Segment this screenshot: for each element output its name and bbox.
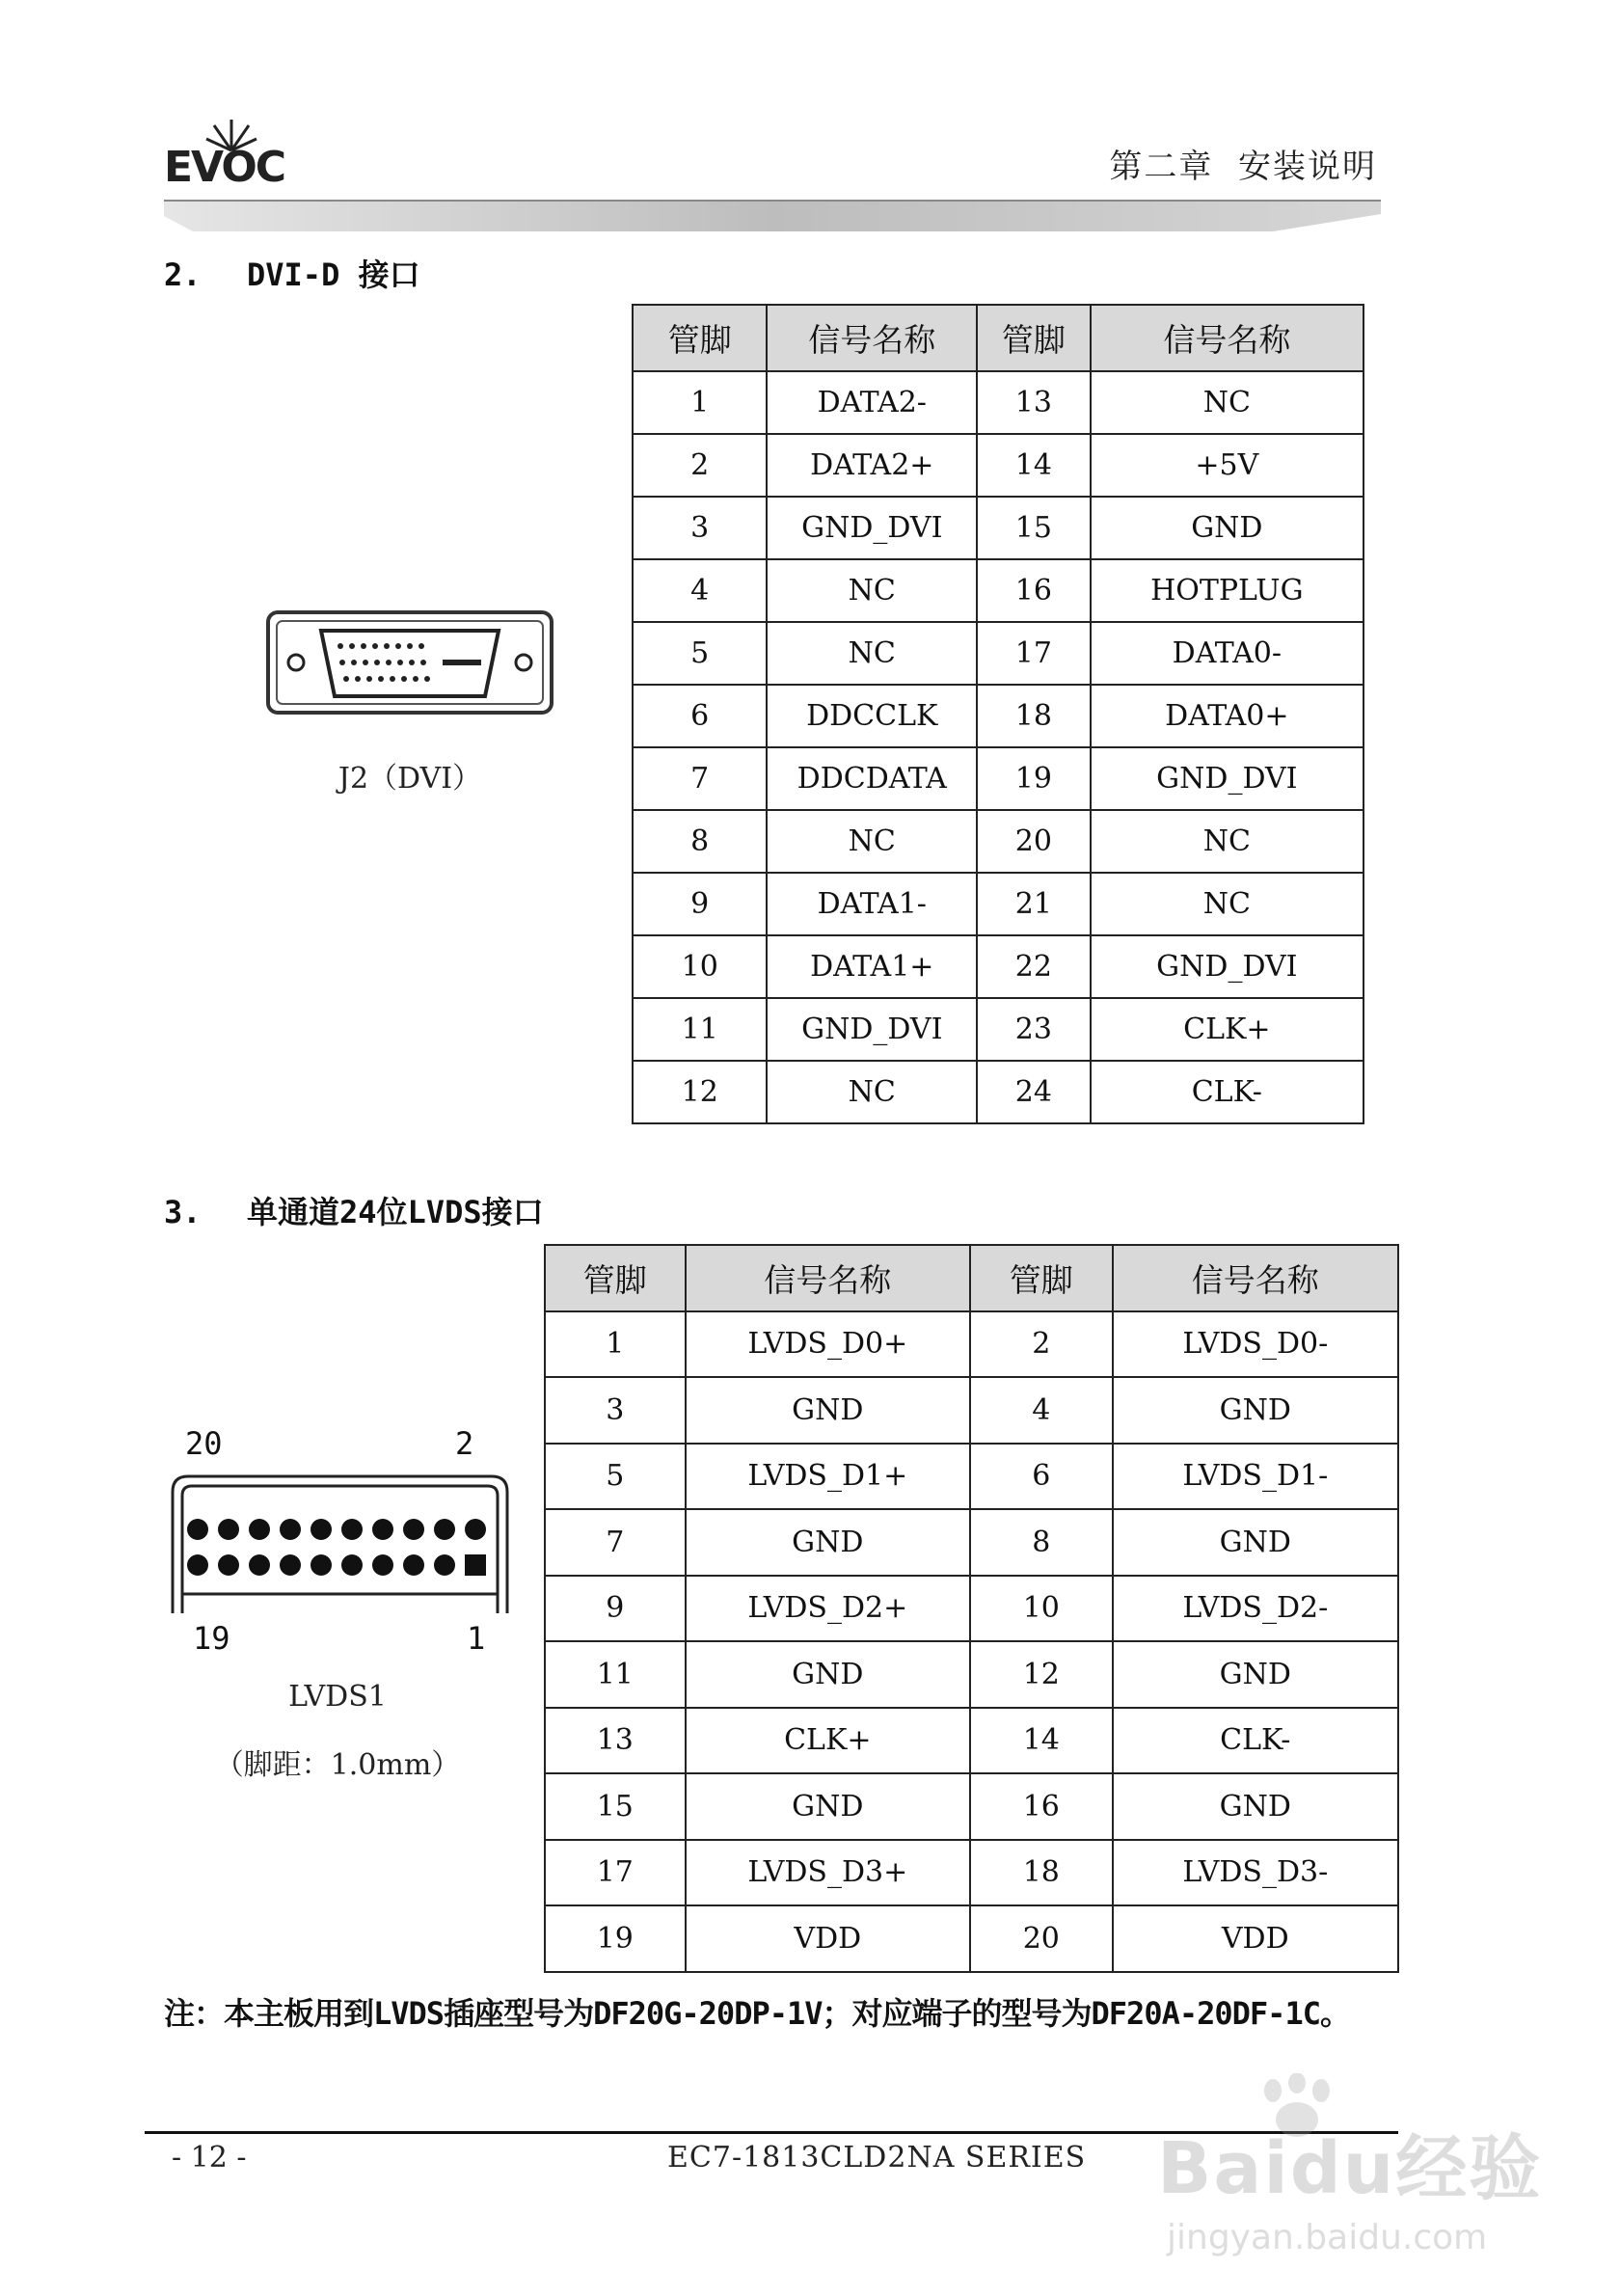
lvds-section-heading <box>164 1188 544 1232</box>
table-row <box>633 810 1364 873</box>
header-rule <box>164 199 1381 231</box>
signal-cell: GND <box>686 1641 970 1708</box>
table-row <box>633 497 1364 559</box>
table-row <box>545 1377 1398 1444</box>
connector-note: 注：本主板用到LVDS插座型号为DF20G-20DP-1V；对应端子的型号为DF20A-20DF-1C。 <box>164 1995 1350 2032</box>
signal-cell: CLK- <box>1091 1061 1364 1123</box>
column-header: 信号名称 <box>686 1245 970 1311</box>
lvds-caption: LVDS1 <box>288 1680 387 1714</box>
signal-cell: CLK+ <box>1091 998 1364 1061</box>
pin-cell: 17 <box>977 622 1091 685</box>
pin-label-19: 19 <box>193 1620 230 1657</box>
table-row <box>545 1444 1398 1510</box>
table-row <box>633 371 1364 434</box>
table-row <box>545 1840 1398 1906</box>
signal-cell: DATA2- <box>767 371 977 434</box>
table-row <box>633 747 1364 810</box>
pin-cell: 22 <box>977 935 1091 998</box>
column-header: 管脚 <box>970 1245 1113 1311</box>
column-header: 信号名称 <box>767 305 977 371</box>
signal-cell: NC <box>767 810 977 873</box>
column-header: 信号名称 <box>1113 1245 1398 1311</box>
signal-cell: LVDS_D1- <box>1113 1444 1398 1510</box>
table-row <box>633 935 1364 998</box>
table-row <box>545 1708 1398 1774</box>
pin-label-20: 20 <box>185 1425 223 1462</box>
table-row <box>633 559 1364 622</box>
signal-cell: NC <box>1091 873 1364 935</box>
signal-cell: GND <box>686 1377 970 1444</box>
pin-cell: 9 <box>633 873 767 935</box>
evoc-logo <box>164 114 285 192</box>
signal-cell: GND <box>1113 1641 1398 1708</box>
pin-cell: 13 <box>545 1708 686 1774</box>
lvds-section-number: 3. <box>164 1194 202 1230</box>
lvds-pitch-caption: （脚距：1.0mm） <box>214 1748 461 1782</box>
signal-cell: NC <box>1091 371 1364 434</box>
pin-cell: 18 <box>970 1840 1113 1906</box>
pin-cell: 20 <box>970 1905 1113 1972</box>
pin-cell: 18 <box>977 685 1091 747</box>
page-number: - 12 - <box>172 2141 247 2174</box>
lvds-pin-table <box>544 1244 1399 1973</box>
signal-cell: +5V <box>1091 434 1364 497</box>
chapter-title: 第二章 安装说明 <box>1109 148 1377 186</box>
signal-cell: LVDS_D2- <box>1113 1576 1398 1642</box>
dvi-section-heading <box>164 251 420 295</box>
table-row <box>545 1311 1398 1378</box>
table-row <box>545 1773 1398 1840</box>
signal-cell: GND <box>1113 1377 1398 1444</box>
pin-cell: 19 <box>977 747 1091 810</box>
pin-cell: 4 <box>970 1377 1113 1444</box>
signal-cell: DATA2+ <box>767 434 977 497</box>
signal-cell: NC <box>767 622 977 685</box>
signal-cell: NC <box>1091 810 1364 873</box>
signal-cell: LVDS_D3- <box>1113 1840 1398 1906</box>
pin-cell: 10 <box>970 1576 1113 1642</box>
signal-cell: GND_DVI <box>767 998 977 1061</box>
table-header-row <box>545 1245 1398 1311</box>
pin-cell: 23 <box>977 998 1091 1061</box>
pin-label-2: 2 <box>455 1425 474 1462</box>
pin-cell: 4 <box>633 559 767 622</box>
pin-label-1: 1 <box>467 1620 486 1657</box>
pin-cell: 5 <box>633 622 767 685</box>
dvi-connector-icon <box>265 609 554 716</box>
signal-cell: GND <box>686 1773 970 1840</box>
pin-cell: 11 <box>633 998 767 1061</box>
table-row <box>633 998 1364 1061</box>
signal-cell: GND_DVI <box>767 497 977 559</box>
watermark-text: Baidu经验 <box>1157 2127 1543 2210</box>
table-row <box>545 1905 1398 1972</box>
pin-cell: 16 <box>970 1773 1113 1840</box>
pin-cell: 3 <box>633 497 767 559</box>
column-header: 管脚 <box>977 305 1091 371</box>
table-row <box>545 1576 1398 1642</box>
pin-cell: 20 <box>977 810 1091 873</box>
pin-cell: 12 <box>633 1061 767 1123</box>
pin-cell: 24 <box>977 1061 1091 1123</box>
lvds-connector-icon <box>169 1472 511 1617</box>
series-name: EC7-1813CLD2NA SERIES <box>667 2141 1087 2174</box>
pin-cell: 21 <box>977 873 1091 935</box>
table-row <box>633 873 1364 935</box>
pin-cell: 10 <box>633 935 767 998</box>
pin-cell: 12 <box>970 1641 1113 1708</box>
signal-cell: NC <box>767 1061 977 1123</box>
table-row <box>633 622 1364 685</box>
table-row <box>545 1641 1398 1708</box>
pin-cell: 14 <box>970 1708 1113 1774</box>
watermark-url: jingyan.baidu.com <box>1167 2218 1488 2257</box>
signal-cell: DATA1- <box>767 873 977 935</box>
pin-cell: 15 <box>977 497 1091 559</box>
pin-cell: 9 <box>545 1576 686 1642</box>
lvds-section-title: 单通道24位LVDS接口 <box>247 1194 544 1230</box>
dvi-section-title: DVI-D 接口 <box>247 257 420 293</box>
pin-cell: 14 <box>977 434 1091 497</box>
column-header: 管脚 <box>545 1245 686 1311</box>
signal-cell: GND <box>1091 497 1364 559</box>
pin-cell: 2 <box>970 1311 1113 1378</box>
signal-cell: GND <box>1113 1509 1398 1576</box>
logo-text: EVOC <box>164 143 285 192</box>
pin-cell: 13 <box>977 371 1091 434</box>
signal-cell: GND <box>686 1509 970 1576</box>
signal-cell: GND_DVI <box>1091 935 1364 998</box>
pin-cell: 8 <box>633 810 767 873</box>
signal-cell: LVDS_D0+ <box>686 1311 970 1378</box>
signal-cell: VDD <box>686 1905 970 1972</box>
signal-cell: GND <box>1113 1773 1398 1840</box>
signal-cell: CLK- <box>1113 1708 1398 1774</box>
pin-cell: 8 <box>970 1509 1113 1576</box>
table-row <box>633 1061 1364 1123</box>
pin-cell: 7 <box>545 1509 686 1576</box>
pin-cell: 2 <box>633 434 767 497</box>
dvi-section-number: 2. <box>164 257 202 293</box>
signal-cell: LVDS_D0- <box>1113 1311 1398 1378</box>
pin-cell: 5 <box>545 1444 686 1510</box>
signal-cell: LVDS_D3+ <box>686 1840 970 1906</box>
signal-cell: DATA0- <box>1091 622 1364 685</box>
signal-cell: LVDS_D1+ <box>686 1444 970 1510</box>
table-row <box>633 685 1364 747</box>
pin-cell: 17 <box>545 1840 686 1906</box>
signal-cell: DATA0+ <box>1091 685 1364 747</box>
pin-cell: 7 <box>633 747 767 810</box>
column-header: 信号名称 <box>1091 305 1364 371</box>
signal-cell: DATA1+ <box>767 935 977 998</box>
signal-cell: VDD <box>1113 1905 1398 1972</box>
table-row <box>633 434 1364 497</box>
baidu-watermark <box>1157 2073 1562 2266</box>
pin-cell: 16 <box>977 559 1091 622</box>
dvi-caption: J2（DVI） <box>338 762 482 796</box>
signal-cell: CLK+ <box>686 1708 970 1774</box>
pin-cell: 6 <box>633 685 767 747</box>
pin-cell: 6 <box>970 1444 1113 1510</box>
pin-cell: 11 <box>545 1641 686 1708</box>
table-header-row <box>633 305 1364 371</box>
signal-cell: LVDS_D2+ <box>686 1576 970 1642</box>
signal-cell: HOTPLUG <box>1091 559 1364 622</box>
pin-cell: 19 <box>545 1905 686 1972</box>
table-row <box>545 1509 1398 1576</box>
pin-cell: 15 <box>545 1773 686 1840</box>
signal-cell: GND_DVI <box>1091 747 1364 810</box>
pin-cell: 1 <box>545 1311 686 1378</box>
signal-cell: DDCDATA <box>767 747 977 810</box>
signal-cell: DDCCLK <box>767 685 977 747</box>
dvi-pin-table <box>632 304 1364 1124</box>
pin-cell: 3 <box>545 1377 686 1444</box>
signal-cell: NC <box>767 559 977 622</box>
column-header: 管脚 <box>633 305 767 371</box>
pin-cell: 1 <box>633 371 767 434</box>
